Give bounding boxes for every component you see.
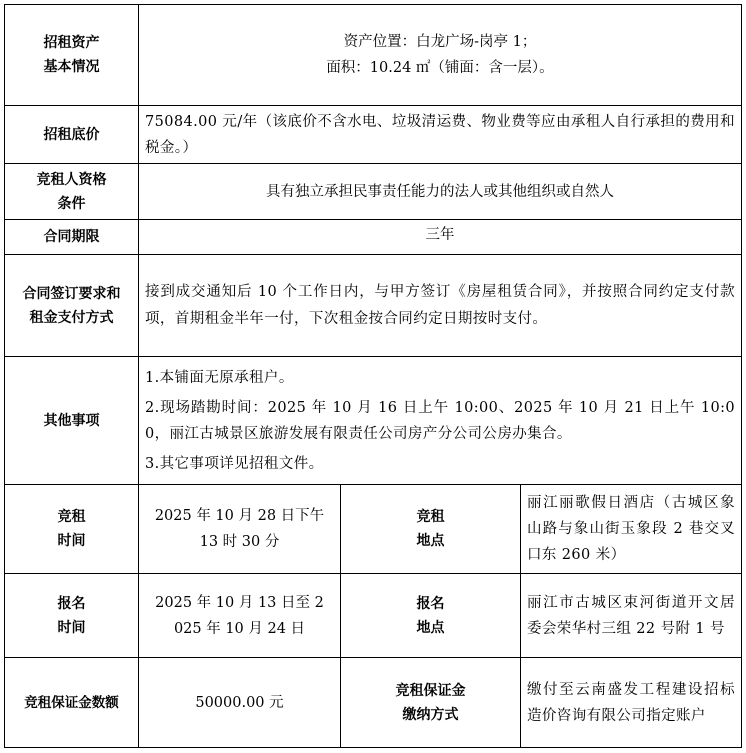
- other-matters-label: 其他事项: [5, 357, 139, 485]
- bid-time-label-line1: 竞租: [57, 509, 86, 525]
- deposit-method-value: 缴付至云南盛发工程建设招标造价咨询有限公司指定账户: [521, 658, 742, 748]
- other-item-1: 1.本铺面无原承租户。: [145, 369, 294, 386]
- bid-time-value: 2025 年 10 月 28 日下午 13 时 30 分: [139, 485, 341, 574]
- basic-info-label-line1: 招租资产: [43, 35, 100, 51]
- qualification-label-line1: 竞租人资格: [36, 171, 107, 188]
- signup-place-label: [341, 574, 521, 658]
- qualification-label-line2: 条件: [57, 195, 86, 212]
- deposit-amount-label: 竞租保证金数额: [5, 658, 139, 748]
- bid-place-label: [341, 485, 521, 574]
- row-basic-info: [5, 5, 742, 106]
- signup-time-label-line1: 报名: [57, 595, 86, 612]
- row-signup: [5, 574, 742, 658]
- contract-payment-label: [5, 255, 139, 357]
- basic-info-label-line2: 基本情况: [43, 59, 100, 75]
- row-bid-time: [5, 485, 742, 574]
- other-matters-value: [139, 357, 742, 485]
- row-contract-term: [5, 220, 742, 255]
- deposit-method-label-line2: 缴纳方式: [402, 706, 459, 723]
- signup-time-label-line2: 时间: [57, 619, 86, 636]
- bid-time-label: [5, 485, 139, 574]
- tender-info-table: [4, 4, 742, 748]
- other-item-3: 3.其它事项详见招租文件。: [145, 455, 324, 472]
- qualification-label: [5, 164, 139, 220]
- signup-place-label-line1: 报名: [416, 595, 445, 612]
- contract-payment-value: 接到成交通知后 10 个工作日内，与甲方签订《房屋租赁合同》，并按照合同约定支付款项，首期租金半年一付，下次租金按合同约定日期按时支付。: [139, 255, 742, 357]
- basic-info-label: [5, 5, 139, 106]
- contract-term-value: 三年: [139, 220, 742, 255]
- contract-payment-label-line1: 合同签订要求和: [22, 285, 121, 302]
- reserve-price-value: 75084.00 元/年（该底价不含水电、垃圾清运费、物业费等应由承租人自行承担的费用和税金。）: [139, 106, 742, 164]
- basic-info-value: [139, 5, 742, 106]
- signup-time-value: 2025 年 10 月 13 日至 2025 年 10 月 24 日: [139, 574, 341, 658]
- signup-time-label: [5, 574, 139, 658]
- deposit-method-label: [341, 658, 521, 748]
- row-reserve-price: [5, 106, 742, 164]
- signup-place-value: 丽江市古城区束河街道开文居委会荣华村三组 22 号附 1 号: [521, 574, 742, 658]
- qualification-value: 具有独立承担民事责任能力的法人或其他组织或自然人: [139, 164, 742, 220]
- bid-place-label-line1: 竞租: [416, 509, 445, 525]
- row-contract-payment: [5, 255, 742, 357]
- other-item-2: 2.现场踏勘时间：2025 年 10 月 16 日上午 10:00、2025 年 10 月 21 日上午 10:00，丽江古城景区旅游发展有限责任公司房产分公司公房办集合。: [145, 399, 735, 442]
- row-qualification: [5, 164, 742, 220]
- bid-time-label-line2: 时间: [57, 533, 86, 549]
- row-other-matters: [5, 357, 742, 485]
- row-deposit: [5, 658, 742, 748]
- deposit-method-label-line1: 竞租保证金: [395, 682, 466, 699]
- deposit-amount-value: 50000.00 元: [139, 658, 341, 748]
- contract-term-label: 合同期限: [5, 220, 139, 255]
- signup-place-label-line2: 地点: [416, 619, 445, 636]
- reserve-price-label: 招租底价: [5, 106, 139, 164]
- contract-payment-label-line2: 租金支付方式: [29, 309, 114, 326]
- bid-place-label-line2: 地点: [416, 533, 445, 549]
- bid-place-value: 丽江丽歌假日酒店（古城区象山路与象山街玉象段 2 巷交叉口东 260 米）: [521, 485, 742, 574]
- asset-location: 资产位置：白龙广场-岗亭 1；: [343, 34, 537, 50]
- asset-area: 面积：10.24 ㎡（铺面：含一层）。: [326, 60, 554, 76]
